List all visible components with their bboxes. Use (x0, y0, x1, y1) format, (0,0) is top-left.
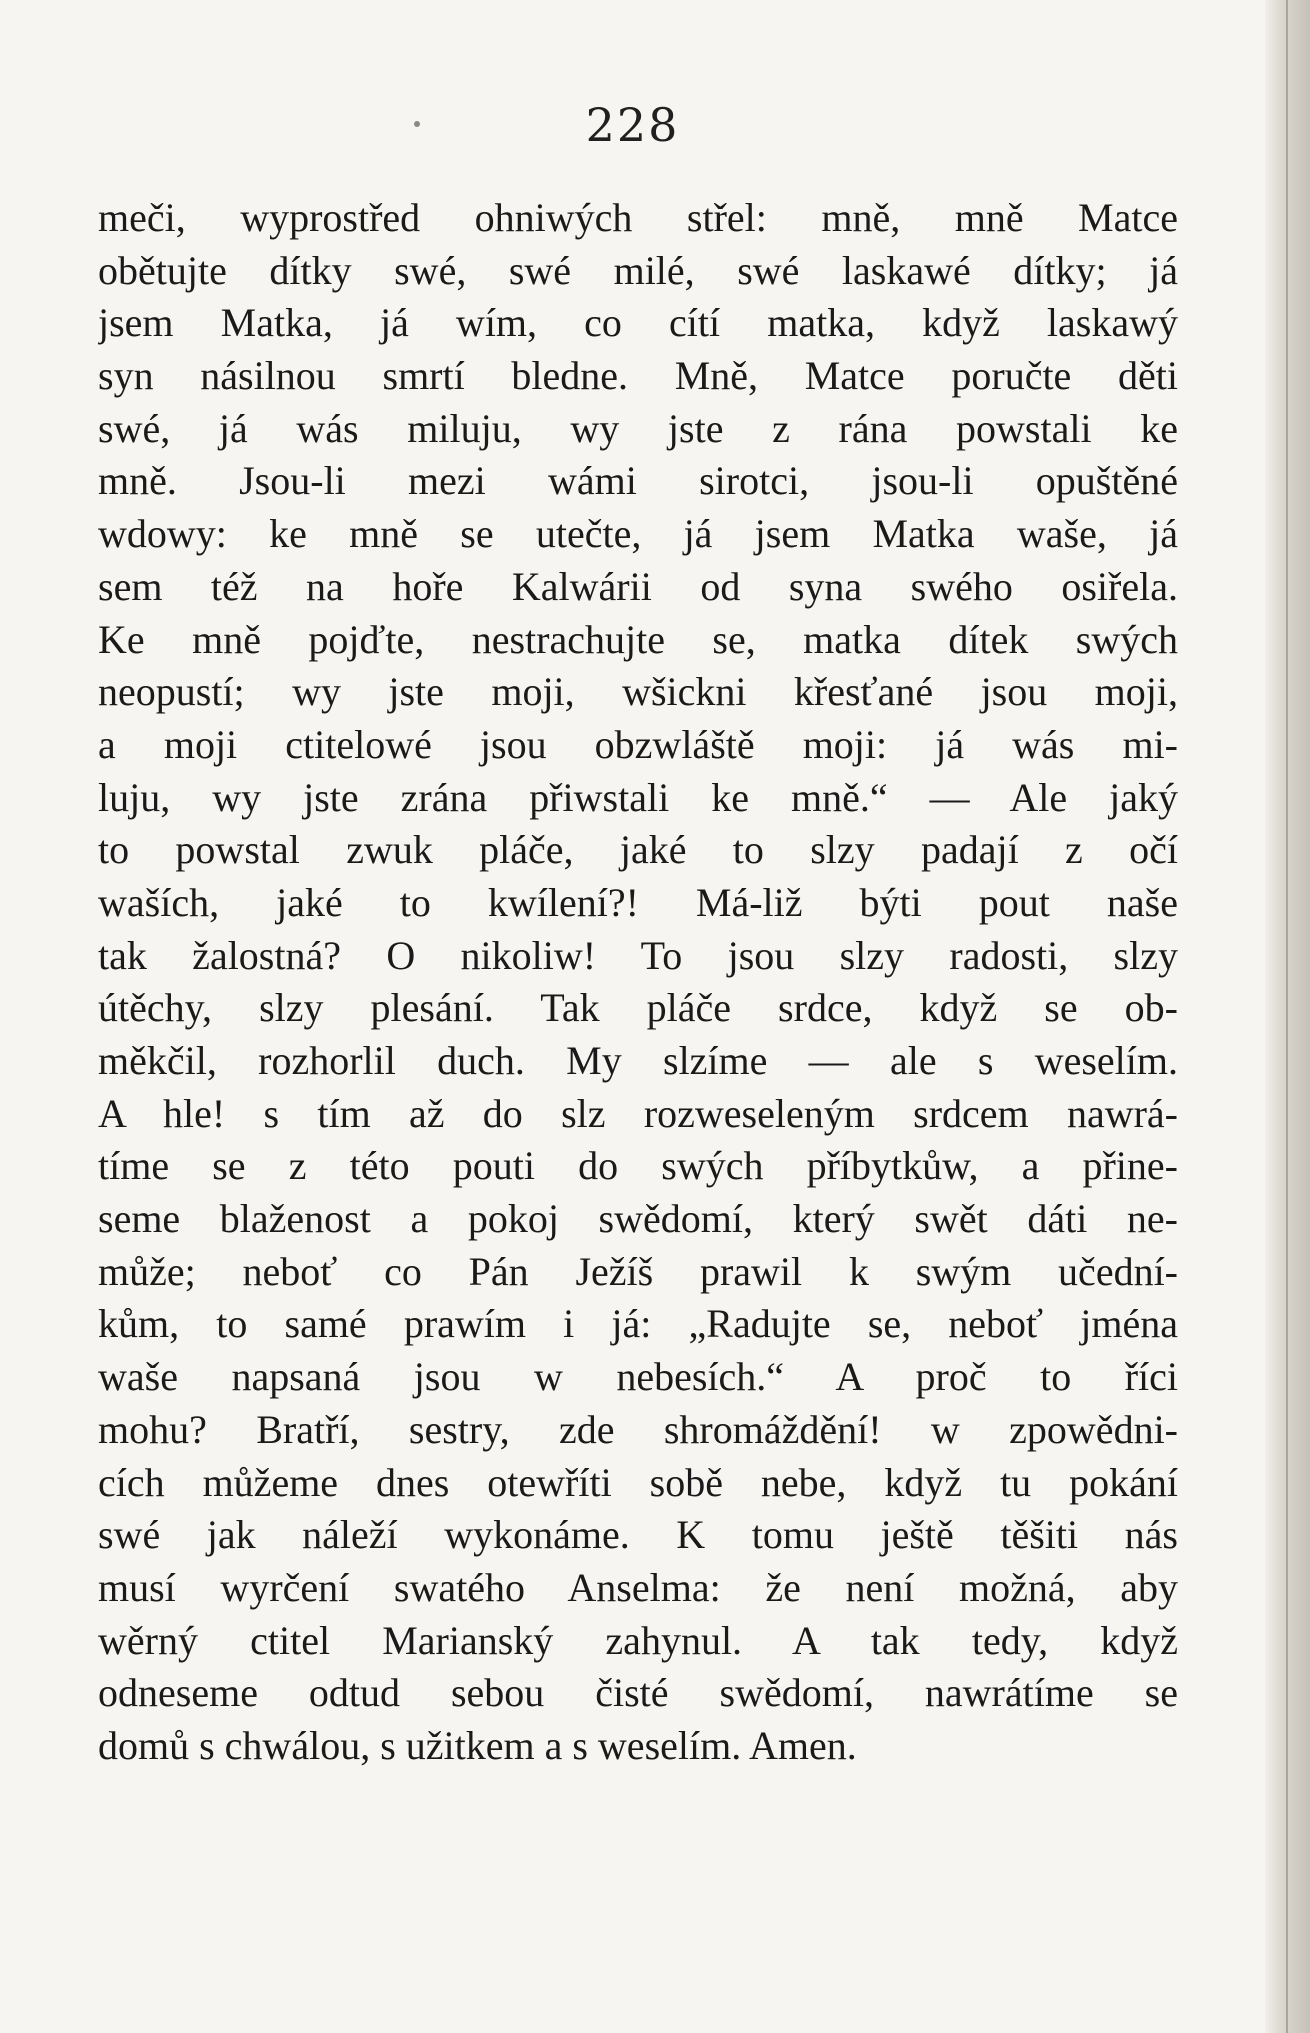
page-speck (414, 121, 420, 127)
text-line: mohu? Bratří, sestry, zde shromáždění! w zpowědni- (98, 1406, 1178, 1452)
text-line: seme blaženost a pokoj swědomí, který swět dáti ne- (98, 1196, 1178, 1242)
gutter-edge (1286, 0, 1288, 2033)
text-line: luju, wy jste zrána přiwstali ke mně.“ — Ale jaký (98, 774, 1178, 820)
text-line: swé, já wás miluju, wy jste z rána powstali ke (98, 405, 1178, 451)
text-line: útěchy, slzy plesání. Tak pláče srdce, když se ob- (98, 985, 1178, 1031)
text-line: cích můžeme dnes otewříti sobě nebe, když tu pokání (98, 1459, 1178, 1505)
text-line: syn násilnou smrtí bledne. Mně, Matce poručte děti (98, 353, 1178, 399)
text-line: neopustí; wy jste moji, wšickni křesťané jsou moji, (98, 669, 1178, 715)
text-line: může; neboť co Pán Ježíš prawil k swým učední- (98, 1248, 1178, 1294)
text-line: waše napsaná jsou w nebesích.“ A proč to říci (98, 1354, 1178, 1400)
text-line: měkčil, rozhorlil duch. My slzíme — ale s weselím. (98, 1038, 1178, 1083)
page-number: 228 (585, 98, 680, 152)
text-line: musí wyrčení swatého Anselma: že není možná, aby (98, 1564, 1178, 1610)
text-line: swé jak náleží wykonáme. K tomu ještě těšiti nás (98, 1512, 1178, 1558)
text-line: tíme se z této pouti do swých příbytkůw, a přine- (98, 1143, 1178, 1189)
text-line: meči, wyprostřed ohniwých střel: mně, mně Matce (98, 195, 1178, 240)
text-line: odneseme odtud sebou čisté swědomí, nawrátíme se (98, 1670, 1178, 1716)
text-line: Ke mně pojďte, nestrachujte se, matka dítek swých (98, 616, 1178, 662)
text-line: kům, to samé prawím i já: „Radujte se, neboť jména (98, 1301, 1178, 1347)
text-line: mně. Jsou-li mezi wámi sirotci, jsou-li opuštěné (98, 458, 1178, 504)
text-line: jsem Matka, já wím, co cítí matka, když laskawý (98, 300, 1178, 346)
book-gutter (1265, 0, 1310, 2033)
text-line: tak žalostná? O nikoliw! To jsou slzy radosti, slzy (98, 932, 1178, 978)
text-line: A hle! s tím až do slz rozweseleným srdcem nawrá- (98, 1090, 1178, 1136)
text-line: waších, jaké to kwílení?! Má-liž býti pout naše (98, 879, 1178, 925)
body-text (98, 192, 1178, 1773)
text-line: obětujte dítky swé, swé milé, swé laskawé dítky; já (98, 247, 1178, 293)
text-line: domů s chwálou, s užitkem a s weselím. Amen. (98, 1722, 857, 1768)
text-line: wěrný ctitel Marianský zahynul. A tak tedy, když (98, 1617, 1178, 1663)
text-line: a moji ctitelowé jsou obzwláště moji: já wás mi- (98, 721, 1178, 767)
text-line: wdowy: ke mně se utečte, já jsem Matka waše, já (98, 511, 1178, 557)
text-line: sem též na hoře Kalwárii od syna swého osiřela. (98, 563, 1178, 609)
text-line: to powstal zwuk pláče, jaké to slzy padají z očí (98, 827, 1178, 873)
